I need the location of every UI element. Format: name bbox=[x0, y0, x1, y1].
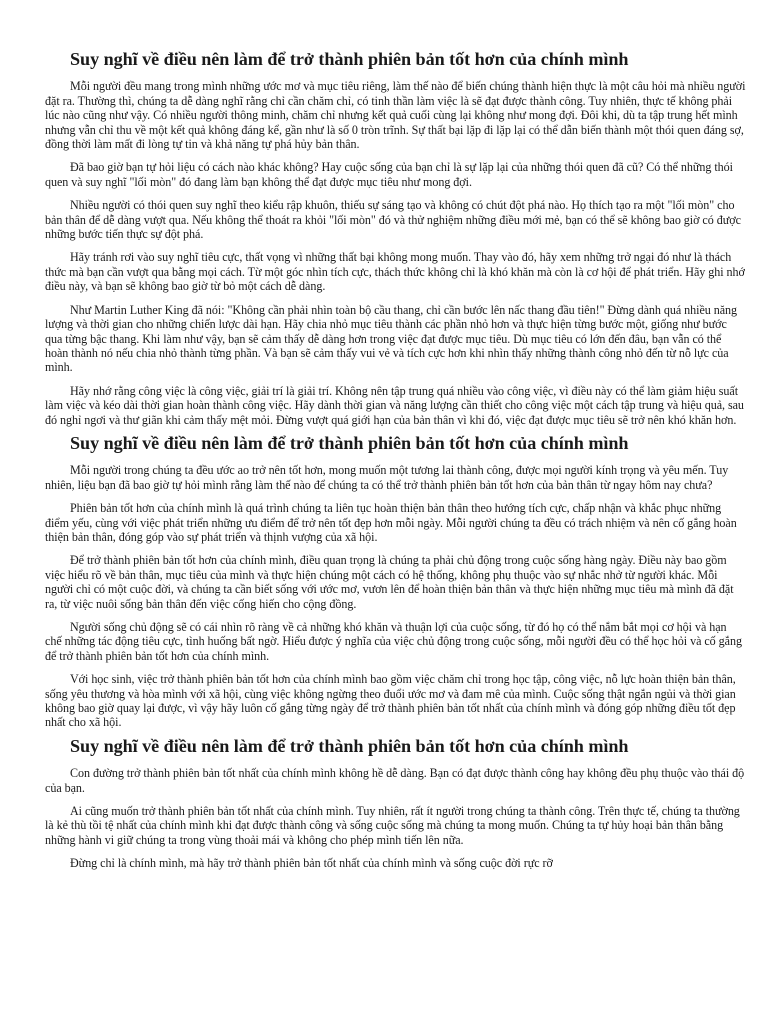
paragraph: Người sống chủ động sẽ có cái nhìn rõ ràng về cả những khó khăn và thuận lợi của cuộc sống, từ đó họ có thể nắm bắt mọi cơ hội và hạn chế những tác động tiêu cực, tình huống bất ngờ. Hiểu được ý nghĩa của việc chủ động trong cuộc sống, mỗi người đều có thể học hỏi và cố gắng để trở thành phiên bản tốt hơn của chính mình. bbox=[45, 620, 742, 663]
paragraph: Nhiều người có thói quen suy nghĩ theo kiểu rập khuôn, thiếu sự sáng tạo và không có chút đột phá nào. Họ thích tạo ra một "lối mòn" cho bản thân để dễ dàng vượt qua. Nếu không thể thoát ra khỏi "lối mòn" đó và thử nghiệm những điều mới mẻ, bạn có thể sẽ không bao giờ có được những bước tiến thực sự đột phá. bbox=[45, 198, 741, 242]
paragraph: Đừng chỉ là chính mình, mà hãy trở thành phiên bản tốt nhất của chính mình và sống cuộc đời rực rỡ bbox=[70, 856, 553, 871]
paragraph: Phiên bản tốt hơn của chính mình là quá trình chúng ta liên tục hoàn thiện bản thân theo hướng tích cực, chấp nhận và khắc phục những điểm yếu, cùng với việc phát triển những ưu điểm để trở nên tốt đẹp hơn mỗi ngày. Mỗi người chúng ta đều có trách nhiệm và nên cố gắng hoàn thiện bản thân, đóng góp vào sự phát triển và thịnh vượng của xã hội. bbox=[45, 501, 737, 544]
paragraph: Mỗi người đều mang trong mình những ước mơ và mục tiêu riêng, làm thế nào để biến chúng thành hiện thực là một câu hỏi mà nhiều người đặt ra. Thường thì, chúng ta dễ dàng nghĩ rằng chỉ cần chăm chỉ, có tinh thần làm việc là sẽ đạt được thành công. Tuy nhiên, thực tế không phải lúc nào cũng như vậy. Có nhiều người thông minh, chăm chỉ nhưng kết quả cuối cùng lại không như mong đợi. Đôi khi, dù ta tập trung hết mình nhưng vẫn chỉ thu về một kết quả không đáng kể, gần như là số 0 tròn trĩnh. Sự thất bại lặp đi lặp lại có thể dẫn biến thành một thói quen đáng sợ, đồng thời làm mất đi lòng tự tin và khả năng tự phá hủy bản thân. bbox=[45, 79, 746, 152]
paragraph: Ai cũng muốn trở thành phiên bản tốt nhất của chính mình. Tuy nhiên, rất ít người trong chúng ta thành công. Trên thực tế, chúng ta thường là kẻ thù tồi tệ nhất của chính mình khi đạt được thành công và sống cuộc sống mà chúng ta mong muốn. Chúng ta tự hủy hoại bản thân bằng những hành vi giữ chúng ta trong vùng thoải mái và không cho phép mình tiến lên nữa. bbox=[45, 804, 740, 847]
paragraph: Hãy tránh rơi vào suy nghĩ tiêu cực, thất vọng vì những thất bại không mong muốn. Thay vào đó, hãy xem những trở ngại đó như là thách thức mà bạn cần vượt qua bằng mọi cách. Từ một góc nhìn tích cực, thách thức không chỉ là khó khăn mà còn là cơ hội để phát triển. Hãy ghi nhớ điều này, và bạn sẽ không bao giờ từ bỏ một cách dễ dàng. bbox=[45, 250, 745, 294]
paragraph: Với học sinh, việc trở thành phiên bản tốt hơn của chính mình bao gồm việc chăm chỉ trong học tập, công việc, nỗ lực hoàn thiện bản thân, sống yêu thương và hòa mình với xã hội, cùng việc không ngừng theo đuổi ước mơ và đam mê của mình. Cuộc sống thật ngắn ngủi và thời gian không bao giờ quay lại được, vì vậy hãy luôn cố gắng từng ngày để trở thành phiên bản tốt nhất của chính mình và đóng góp những điều tốt đẹp nhất cho xã hội. bbox=[45, 672, 736, 730]
paragraph: Con đường trở thành phiên bản tốt nhất của chính mình không hề dễ dàng. Bạn có đạt được thành công hay không đều phụ thuộc vào thái độ của bạn. bbox=[45, 766, 745, 795]
paragraph: Như Martin Luther King đã nói: "Không cần phải nhìn toàn bộ cầu thang, chỉ cần bước lên nấc thang đầu tiên!" Đừng dành quá nhiều năng lượng và thời gian cho những chiến lược dài hạn. Hãy chia nhỏ mục tiêu thành các phần nhỏ hơn và thực hiện từng bước một, giống như bước qua từng bậc thang. Khi làm như vậy, bạn sẽ cảm thấy dễ dàng hơn trong việc đạt được mục tiêu. Dù mục tiêu có lớn đến đâu, bạn vẫn có thể hoàn thành nó nếu chia nhỏ thành từng phần. Và bạn sẽ cảm thấy vui vẻ và tích cực hơn khi nhìn thấy những thành công nhỏ đến từ nỗ lực của mình. bbox=[45, 302, 738, 375]
section-heading: Suy nghĩ về điều nên làm để trở thành phiên bản tốt hơn của chính mình bbox=[70, 735, 629, 756]
section-heading: Suy nghĩ về điều nên làm để trở thành phiên bản tốt hơn của chính mình bbox=[70, 432, 629, 453]
paragraph: Để trở thành phiên bản tốt hơn của chính mình, điều quan trọng là chúng ta phải chủ động trong cuộc sống hàng ngày. Điều này bao gồm việc hiểu rõ về bản thân, mục tiêu của mình và thực hiện chúng một cách có hệ thống, không phụ thuộc vào sự nhắc nhở từ người khác. Mỗi người chỉ có một cuộc đời, và chúng ta cần biết sống với ước mơ, vươn lên để hoàn thiện bản thân và thực hiện những mục tiêu mà mình đã đặt ra, từ việc nuôi sống bản thân đến việc cống hiến cho cộng đồng. bbox=[45, 553, 734, 611]
paragraph: Đã bao giờ bạn tự hỏi liệu có cách nào khác không? Hay cuộc sống của bạn chỉ là sự lặp lại của những thói quen đã cũ? Có thể những thói quen và suy nghĩ "lối mòn" đó đang làm bạn không thể đạt được mục tiêu như mong đợi. bbox=[45, 160, 733, 189]
paragraph: Mỗi người trong chúng ta đều ước ao trở nên tốt hơn, mong muốn một tương lai thành công, được mọi người kính trọng và yêu mến. Tuy nhiên, liệu bạn đã bao giờ tự hỏi mình rằng làm thế nào để chúng ta có thể trở thành phiên bản tốt hơn của bản thân từ ngay hôm nay chưa? bbox=[45, 463, 729, 492]
paragraph: Hãy nhớ rằng công việc là công việc, giải trí là giải trí. Không nên tập trung quá nhiều vào công việc, vì điều này có thể làm giảm hiệu suất làm việc và kéo dài thời gian hoàn thành công việc. Hãy dành thời gian và năng lượng cần thiết cho công việc một cách tập trung và hiệu quả, sau đó nghỉ ngơi và thư giãn khi cảm thấy mệt mỏi. Đừng vượt quá giới hạn của bản thân vì khi đó, việc đạt được mục tiêu sẽ trở nên khó khăn hơn. bbox=[45, 383, 744, 427]
section-heading: Suy nghĩ về điều nên làm để trở thành phiên bản tốt hơn của chính mình bbox=[70, 49, 629, 69]
